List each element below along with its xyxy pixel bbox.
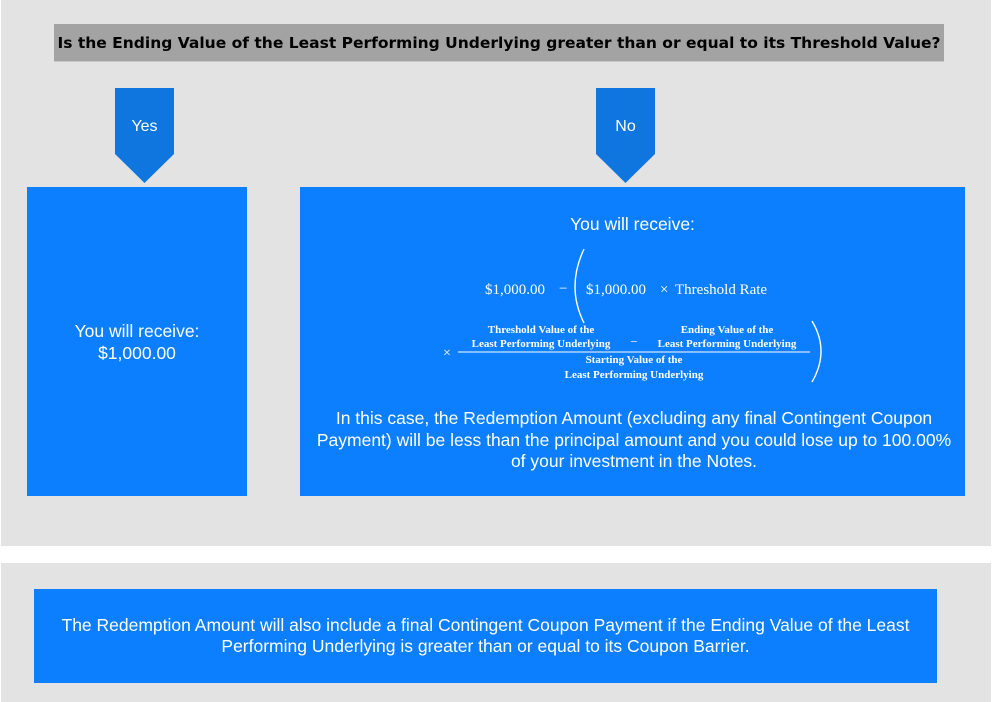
question-banner bbox=[54, 24, 944, 62]
no-explanation: In this case, the Redemption Amount (excluding any final Contingent Coupon Payment) will be less than the principal amount and you could lose up to 100.00% of your investment in the Notes. bbox=[316, 408, 952, 471]
yes-label: Yes bbox=[131, 118, 158, 135]
yes-arrow bbox=[115, 88, 174, 183]
no-arrow bbox=[596, 88, 655, 183]
formula-times-2: × bbox=[443, 346, 451, 361]
coupon-note-box bbox=[34, 589, 937, 683]
formula-threshold-rate: Threshold Rate bbox=[675, 282, 768, 298]
formula-inner-principal: $1,000.00 bbox=[586, 282, 646, 298]
numerator-left-line2: Least Performing Underlying bbox=[471, 338, 611, 350]
question-text: Is the Ending Value of the Least Performing Underlying greater than or equal to its Threshold Value? bbox=[57, 33, 941, 52]
close-big-paren bbox=[812, 321, 821, 382]
open-big-paren bbox=[575, 249, 584, 323]
formula-minus: − bbox=[559, 281, 568, 297]
numerator-minus: − bbox=[630, 334, 638, 349]
denominator-line1: Starting Value of the bbox=[585, 354, 683, 366]
formula-principal: $1,000.00 bbox=[485, 282, 545, 298]
redemption-formula bbox=[300, 187, 965, 397]
yes-receive-line: You will receive: bbox=[74, 320, 200, 341]
formula-times: × bbox=[660, 282, 669, 298]
yes-outcome-box bbox=[27, 187, 247, 496]
no-receive-line: You will receive: bbox=[570, 214, 695, 234]
no-outcome-box bbox=[300, 187, 965, 496]
yes-amount: $1,000.00 bbox=[98, 342, 176, 363]
coupon-note-text: The Redemption Amount will also include a final Contingent Coupon Payment if the Ending Value of the Least Performing Underlying is greater than or equal to its Coupon Barrier. bbox=[61, 614, 910, 656]
numerator-right-line2: Least Performing Underlying bbox=[657, 338, 797, 350]
numerator-right-line1: Ending Value of the bbox=[680, 324, 774, 336]
no-label: No bbox=[615, 118, 636, 135]
denominator-line2: Least Performing Underlying bbox=[564, 369, 704, 381]
numerator-left-line1: Threshold Value of the bbox=[487, 324, 595, 336]
